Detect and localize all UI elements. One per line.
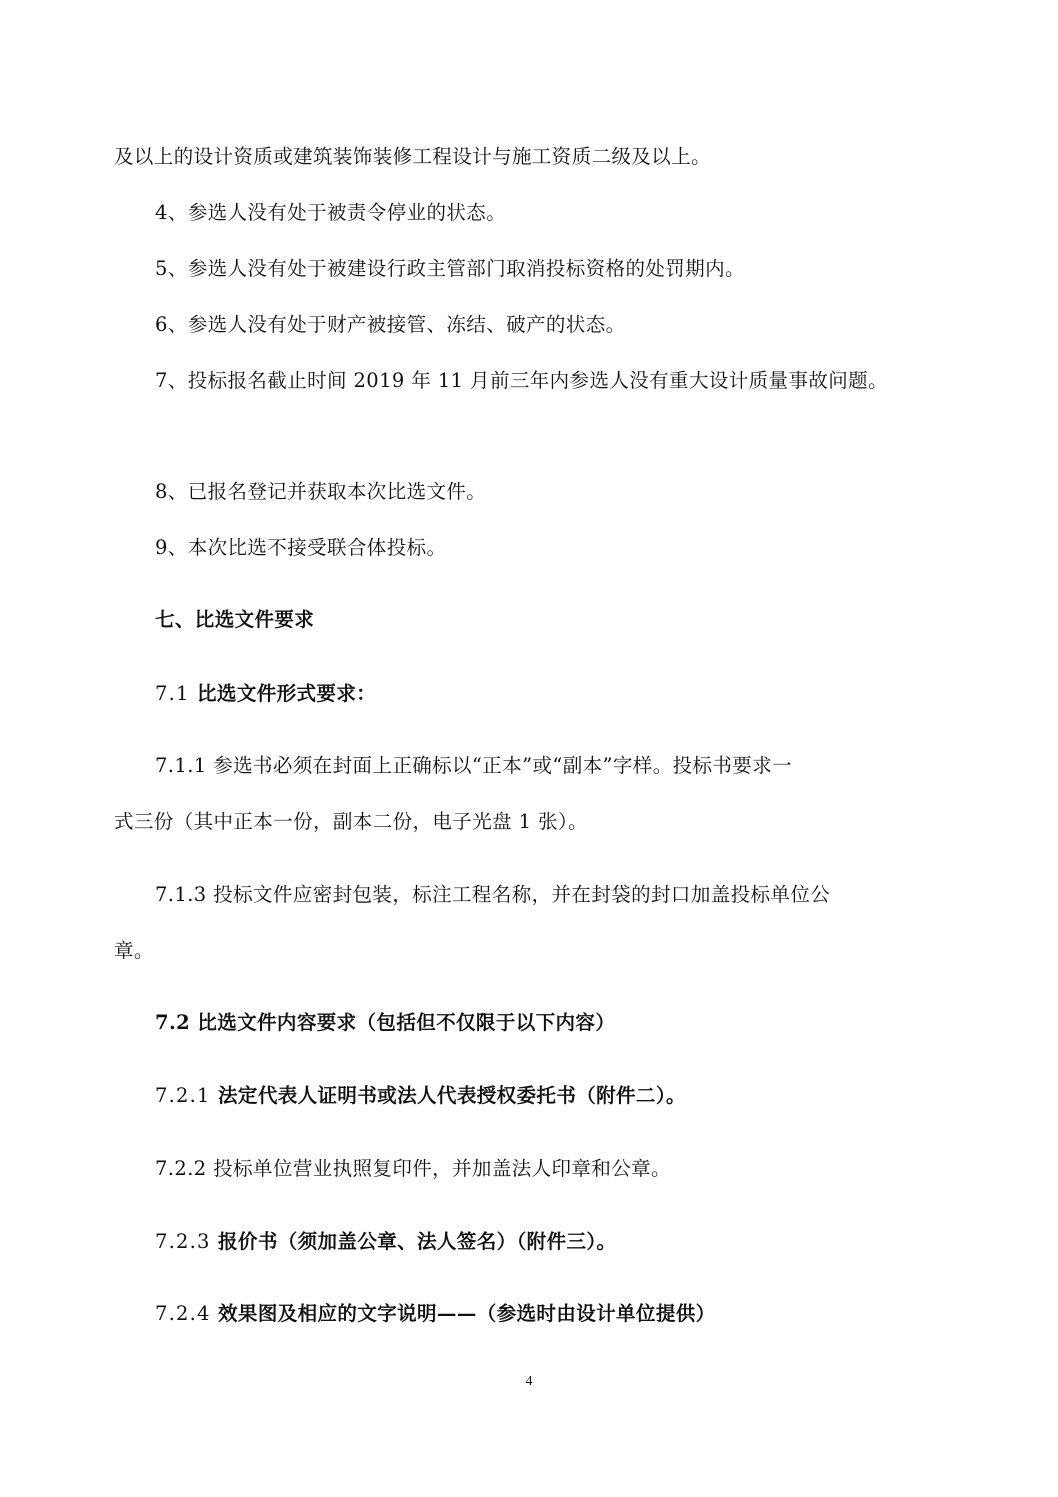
item-7-2-4-number: 7.2.4: [155, 1302, 219, 1325]
list-item-9: 9、本次比选不接受联合体投标。: [155, 536, 447, 559]
item-7-2-3: [155, 1230, 616, 1254]
subsection-7-1-title: 比选文件形式要求：: [197, 682, 377, 705]
list-item-5: 5、参选人没有处于被建设行政主管部门取消投标资格的处罚期内。: [155, 257, 745, 280]
section-heading-7: 七、比选文件要求: [155, 608, 315, 631]
item-7-2-1-number: 7.2.1: [155, 1084, 219, 1107]
paragraph-7-1-1-line-1: 7.1.1 参选书必须在封面上正确标以“正本”或“副本”字样。投标书要求一: [155, 754, 792, 777]
list-item-7: 7、投标报名截止时间 2019 年 11 月前三年内参选人没有重大设计质量事故问题。: [155, 369, 888, 392]
page-number: 4: [525, 1374, 533, 1389]
item-7-2-2: 7.2.2 投标单位营业执照复印件，并加盖法人印章和公章。: [155, 1157, 671, 1180]
paragraph-7-1-3-line-1: 7.1.3 投标文件应密封包装，标注工程名称，并在封袋的封口加盖投标单位公: [155, 883, 831, 906]
item-7-2-4: [155, 1302, 716, 1326]
item-7-2-3-text: 报价书（须加盖公章、法人签名）（附件三）。: [218, 1230, 617, 1253]
paragraph-7-1-1-line-2: 式三份（其中正本一份，副本二份，电子光盘 1 张）。: [114, 810, 588, 833]
item-7-2-1-text: 法定代表人证明书或法人代表授权委托书（附件二）。: [218, 1084, 686, 1107]
paragraph-line-qualification-continued: 及以上的设计资质或建筑装饰装修工程设计与施工资质二级及以上。: [114, 145, 712, 168]
item-7-2-1: [155, 1084, 686, 1108]
paragraph-7-1-3-line-2: 章。: [114, 939, 154, 962]
list-item-4: 4、参选人没有处于被责令停业的状态。: [155, 201, 507, 224]
list-item-8: 8、已报名登记并获取本次比选文件。: [155, 480, 487, 503]
subsection-7-1-number: 7.1: [155, 682, 198, 705]
subsection-7-2-heading: 7.2 比选文件内容要求（包括但不仅限于以下内容）: [155, 1011, 616, 1034]
subsection-7-1: [155, 682, 376, 706]
item-7-2-3-number: 7.2.3: [155, 1230, 219, 1253]
list-item-6: 6、参选人没有处于财产被接管、冻结、破产的状态。: [155, 313, 626, 336]
item-7-2-4-text: 效果图及相应的文字说明——（参选时由设计单位提供）: [218, 1302, 716, 1325]
